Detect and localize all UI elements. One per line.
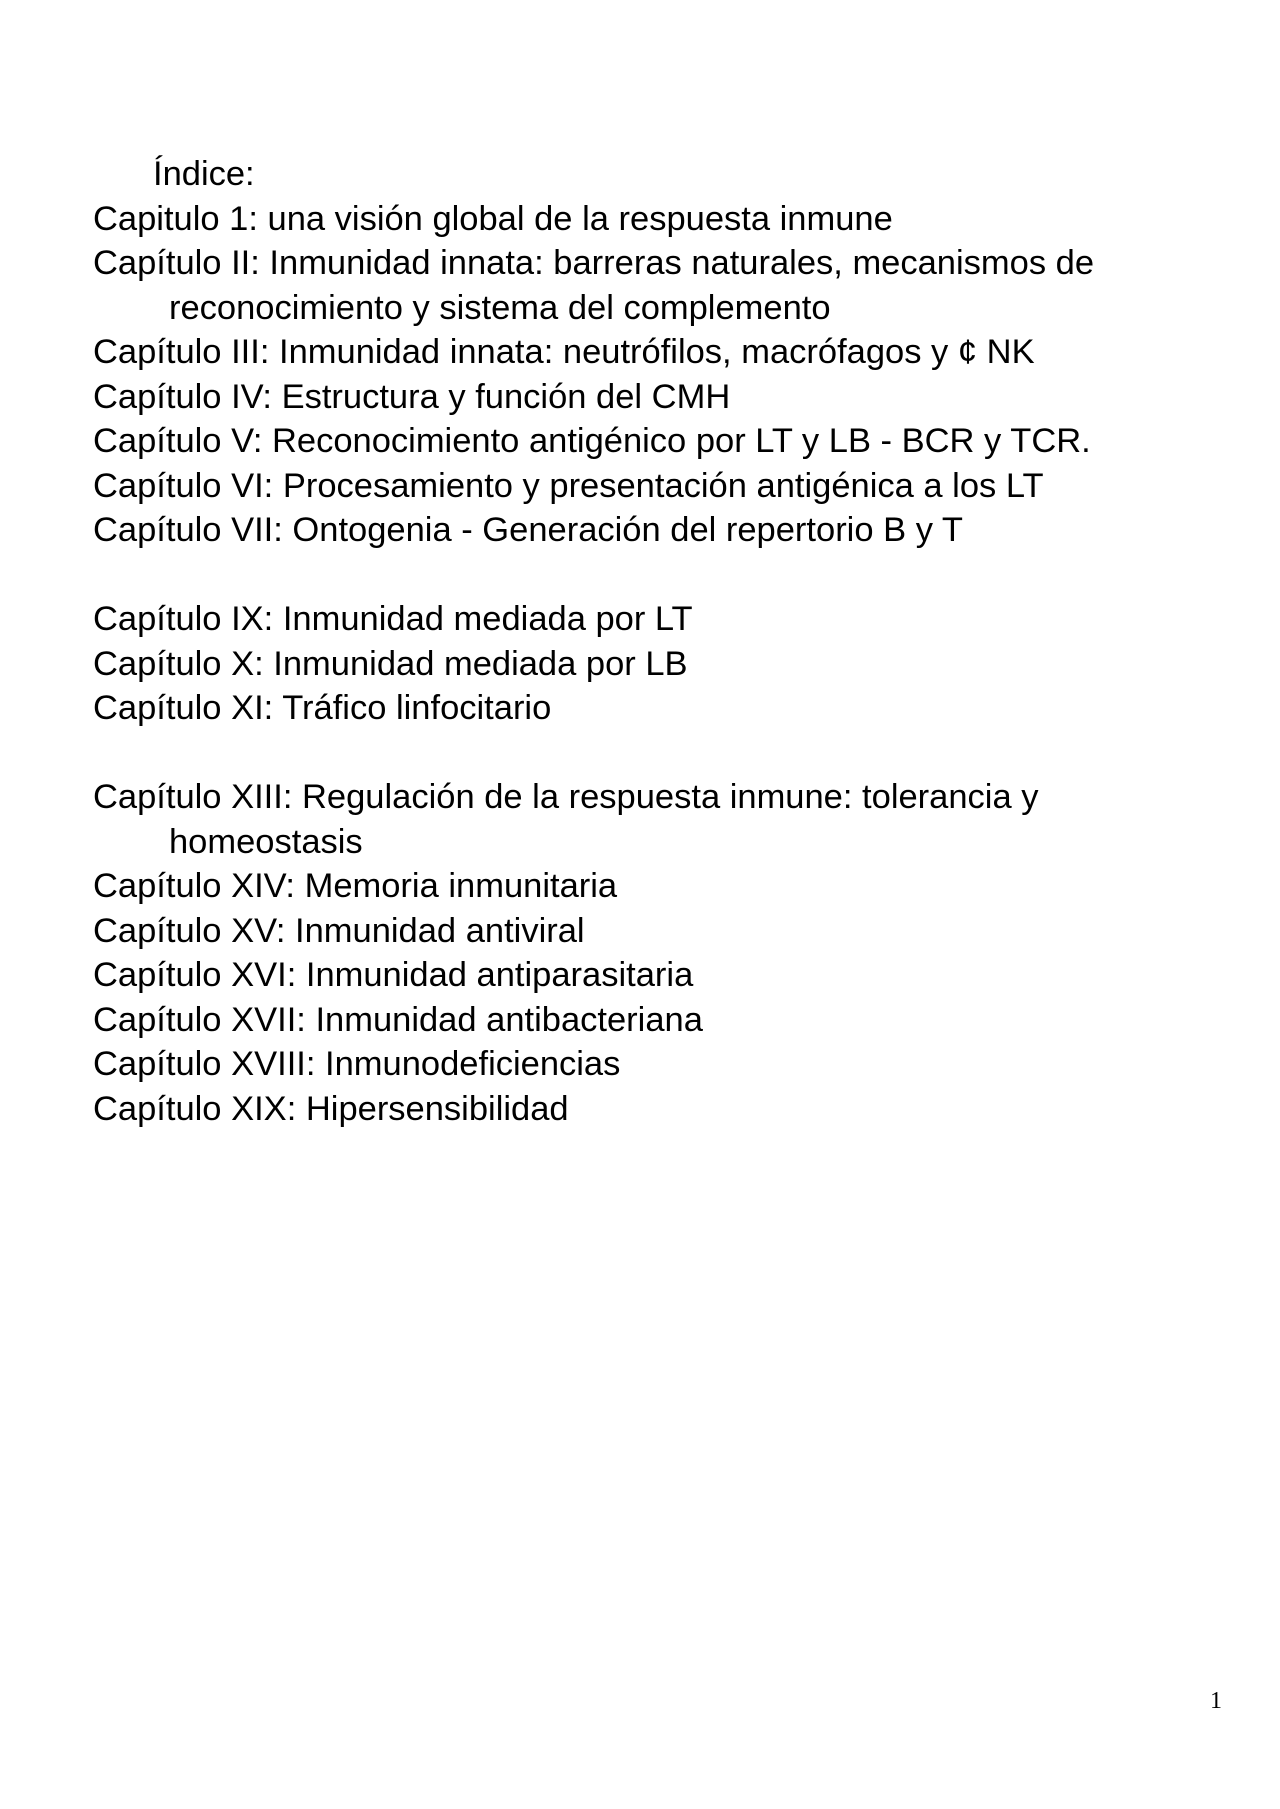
table-of-contents [93,152,1233,1131]
toc-entry-chapter-4: Capítulo IV: Estructura y función del CMH [93,377,731,416]
toc-entry-chapter-10: Capítulo X: Inmunidad mediada por LB [93,644,688,683]
toc-title: Índice: [153,155,255,193]
toc-entry-chapter-18: Capítulo XVIII: Inmunodeficiencias [93,1045,621,1083]
toc-entry-chapter-13: Capítulo XIII: Regulación de la respuesta inmune: tolerancia y homeostasis [93,778,1039,861]
page-number: 1 [1210,1688,1222,1714]
toc-entry-chapter-1: Capitulo 1: una visión global de la respuesta inmune [93,199,893,238]
toc-entry-chapter-2: Capítulo II: Inmunidad innata: barreras naturales, mecanismos de reconocimiento y sistema del complemento [93,244,1095,327]
toc-entry-chapter-3: Capítulo III: Inmunidad innata: neutrófilos, macrófagos y ¢ NK [93,333,1035,371]
toc-entry-chapter-5: Capítulo V: Reconocimiento antigénico por LT y LB - BCR y TCR. [93,422,1091,460]
toc-entry-chapter-16: Capítulo XVI: Inmunidad antiparasitaria [93,956,694,994]
toc-entry-chapter-11: Capítulo XI: Tráfico linfocitario [93,689,552,727]
toc-entry-chapter-7: Capítulo VII: Ontogenia - Generación del repertorio B y T [93,511,963,549]
toc-gap [93,553,1233,598]
toc-entry-chapter-6: Capítulo VI: Procesamiento y presentación antigénica a los LT [93,466,1044,505]
toc-entry-chapter-19: Capítulo XIX: Hipersensibilidad [93,1089,569,1128]
toc-gap [93,731,1233,776]
toc-entry-chapter-15: Capítulo XV: Inmunidad antiviral [93,911,585,950]
toc-entry-chapter-9: Capítulo IX: Inmunidad mediada por LT [93,600,693,638]
toc-entry-chapter-17: Capítulo XVII: Inmunidad antibacteriana [93,1000,703,1039]
toc-entry-chapter-14: Capítulo XIV: Memoria inmunitaria [93,867,618,905]
